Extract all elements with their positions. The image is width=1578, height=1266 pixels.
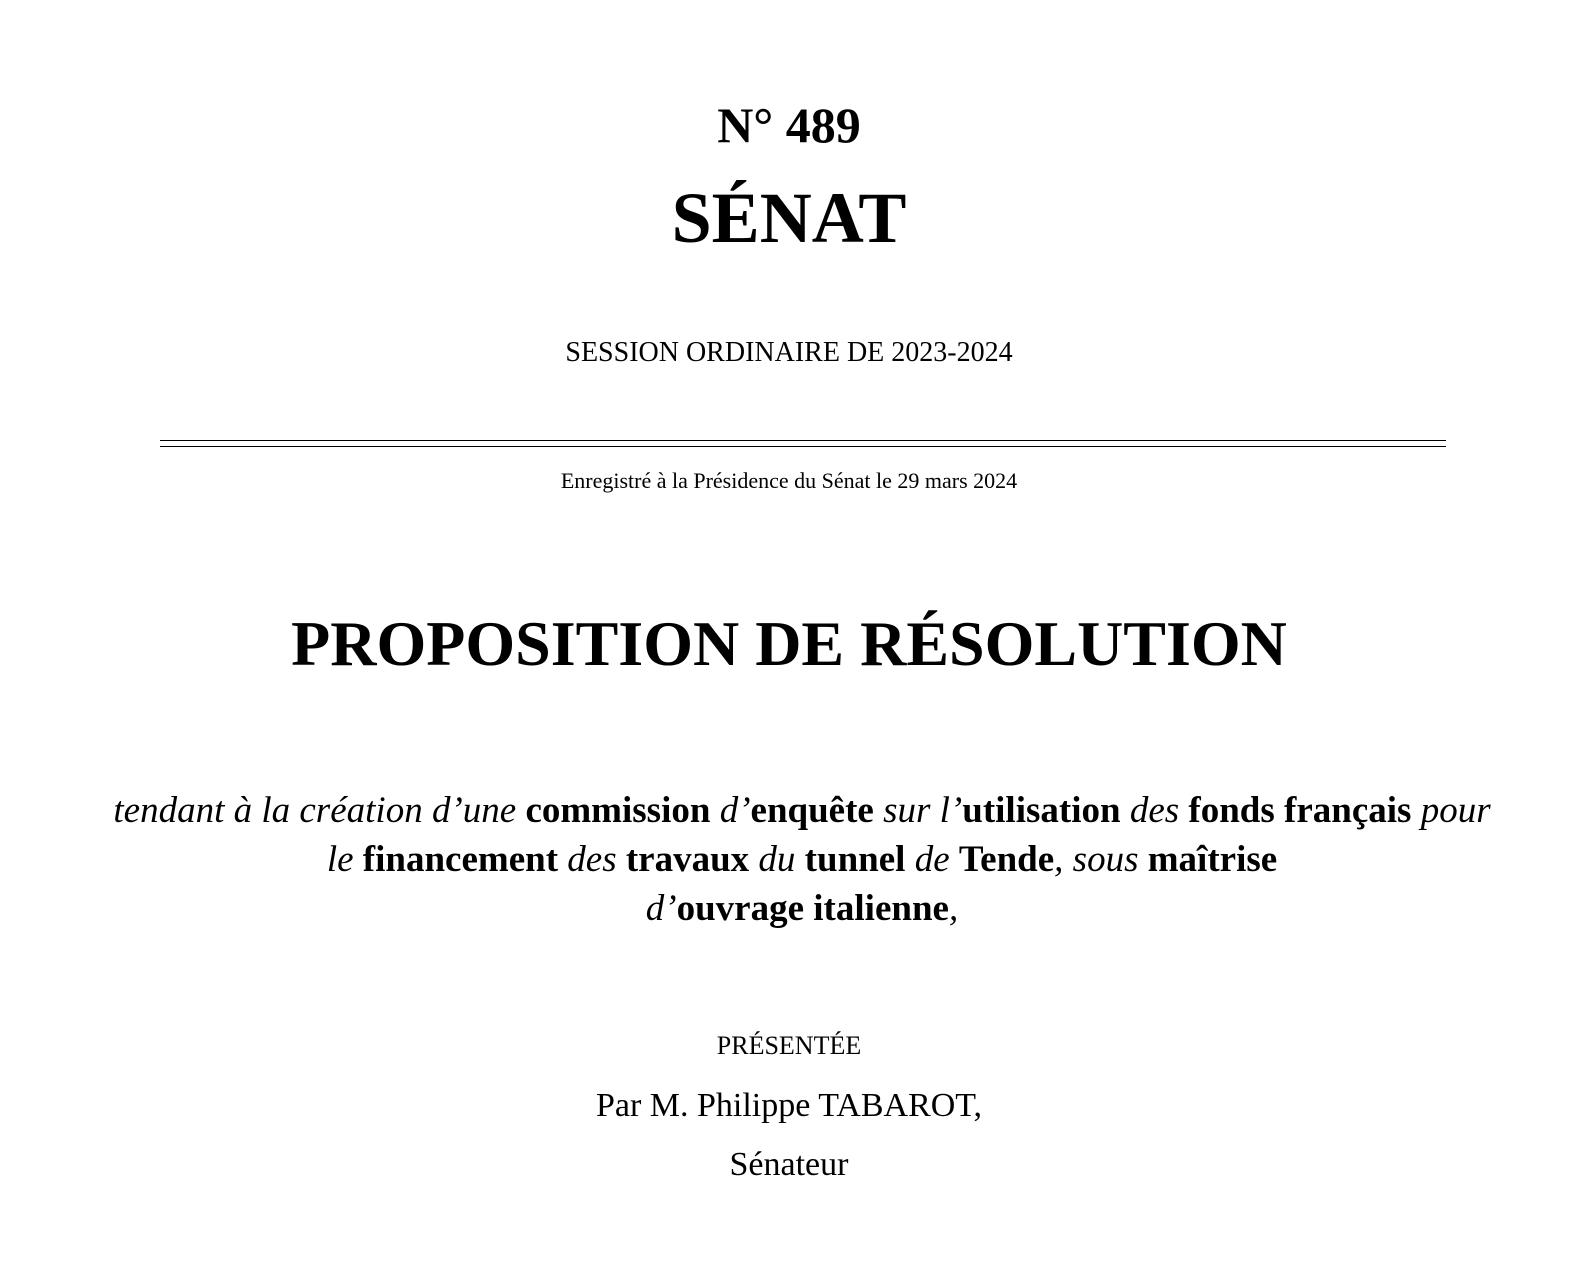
- author-name: Par M. Philippe TABAROT,: [595, 1087, 983, 1124]
- subject-segment: ouvrage italienne: [676, 888, 949, 929]
- subject-segment: pour le: [326, 790, 1491, 880]
- subject-segment: financement: [362, 839, 559, 880]
- divider-line-bottom: [160, 446, 1446, 447]
- session-label: SESSION ORDINAIRE DE 2023-2024: [565, 337, 1013, 368]
- document-type-title: PROPOSITION DE RÉSOLUTION: [291, 608, 1287, 679]
- subject-segment: travaux: [625, 839, 750, 880]
- registration-date: Enregistré à la Présidence du Sénat le 29 mars 2024: [560, 468, 1018, 493]
- subject-segment: des: [1120, 790, 1189, 831]
- subject-segment: d’: [710, 790, 751, 831]
- subject-segment: maîtrise: [1147, 839, 1278, 880]
- subject-segment: Tende: [958, 839, 1055, 880]
- subject-segment: , sous: [1054, 839, 1148, 880]
- subject-segment: fonds français: [1188, 790, 1412, 831]
- subject-segment: tendant à la création d’une: [113, 790, 526, 831]
- subject-segment: tunnel: [804, 839, 906, 880]
- document-number: N° 489: [717, 97, 861, 153]
- presented-label: PRÉSENTÉE: [716, 1031, 862, 1060]
- chamber-name: SÉNAT: [671, 178, 907, 258]
- subject-segment: utilisation: [962, 790, 1121, 831]
- subject-segment: ,: [948, 888, 959, 929]
- subject-segment: sur l’: [873, 790, 963, 831]
- subject-segment: d’: [645, 888, 677, 929]
- author-role: Sénateur: [729, 1146, 849, 1183]
- divider-line-top: [160, 440, 1446, 441]
- resolution-subject: [100, 786, 1504, 933]
- subject-segment: des: [558, 839, 626, 880]
- subject-segment: commission: [525, 790, 711, 831]
- subject-segment: de: [905, 839, 959, 880]
- subject-segment: enquête: [750, 790, 874, 831]
- subject-segment: du: [749, 839, 805, 880]
